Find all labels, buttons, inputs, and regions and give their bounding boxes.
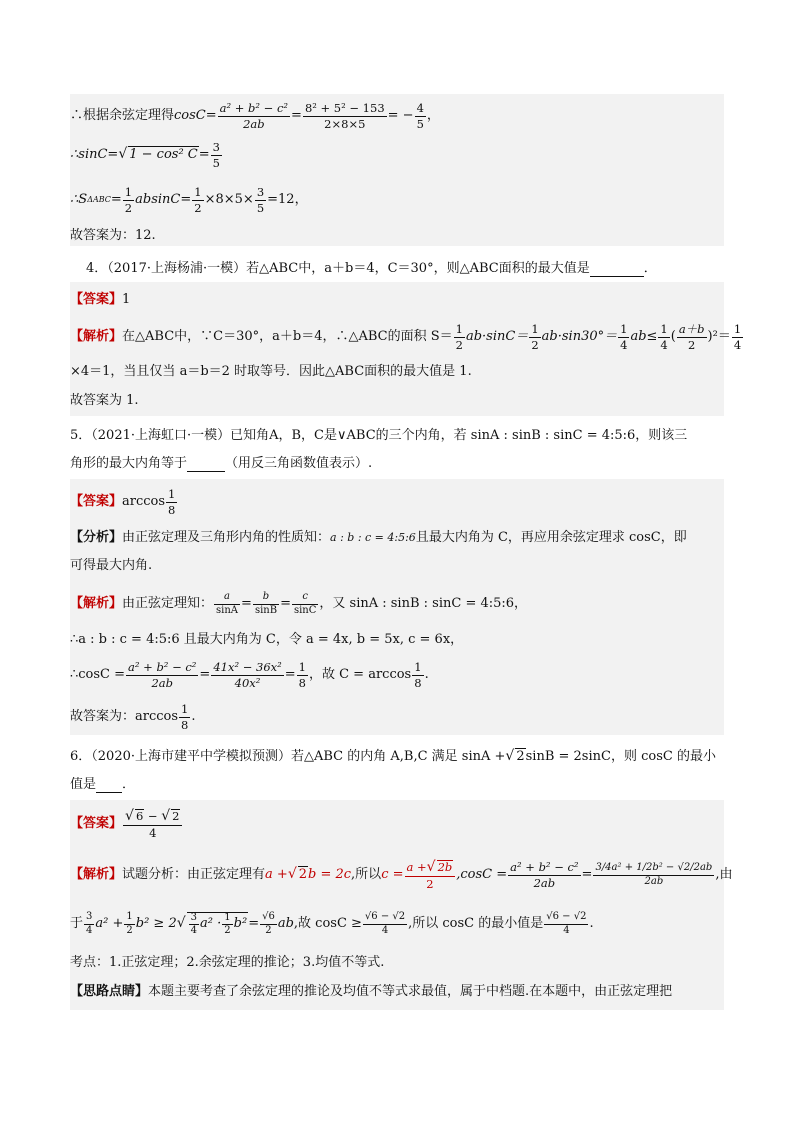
- fraction: $\frac{1}{8}$: [181, 702, 189, 732]
- fraction: $\frac{3}{4}$: [86, 911, 93, 936]
- fraction: $\frac{\text{a² + b² − c²}}{2ab}$: [219, 101, 289, 131]
- radicand: 2: [298, 867, 308, 883]
- math-text: arccos: [122, 493, 166, 509]
- text: 4．（2017·上海杨浦·一模）若△ABC中，a＋b＝4，C＝30°，则△ABC面积的最大值是: [86, 261, 590, 276]
- math-text: a +: [265, 866, 288, 882]
- q5-answer: [70, 484, 724, 520]
- fraction: $\frac{a +√ 2b}{2}$: [405, 860, 456, 890]
- radicand: $\frac{3}{4}$ a² · $\frac{1}{2}$ b²: [187, 912, 249, 937]
- fraction: $\frac{1}{2}$: [124, 185, 133, 215]
- equals: =: [199, 666, 211, 682]
- fraction: $\frac{a+b}{2}$: [678, 322, 705, 352]
- fraction: $\frac{\text{8² + 5² − 153}}{2\times 8\times 5}$: [304, 101, 385, 131]
- equals: =: [241, 595, 252, 611]
- text: 6．（2020·上海市建平中学模拟预测）若△ABC 的内角 A,B,C 满足 sinA +: [70, 749, 506, 764]
- math-text: cosC=: [174, 107, 217, 123]
- text: 角形的最大内角等于: [70, 456, 188, 471]
- text: ,故 cosC ≥: [293, 915, 362, 931]
- question-5-stem-2: [70, 456, 724, 472]
- text: ,所以: [351, 866, 382, 882]
- sin-line: [70, 138, 724, 172]
- text: （用反三角函数值表示）.: [225, 456, 373, 471]
- text: sinB = 2sinC，则 cosC 的最小: [525, 749, 716, 764]
- question-5-stem-1: 5．（2021·上海虹口·一模）已知角A，B，C是∨ABC的三个内角，若 sinA : sinB : sinC = 4:5:6，则该三: [70, 428, 688, 443]
- fraction: $\frac{\text{41x² − 36x²}}{\text{40x²}}$: [213, 660, 282, 690]
- answer-line: 故答案为：12.: [70, 228, 156, 243]
- fraction: $\frac{b}{\sin B}$: [254, 591, 278, 616]
- q6-answer: [70, 806, 724, 842]
- text: ，故 C = arccos: [308, 666, 412, 682]
- text: 值是: [70, 777, 97, 792]
- fraction: $\frac{1}{8}$: [168, 487, 176, 517]
- sqrt-sign: √: [287, 866, 297, 883]
- fraction: $\frac{3}{5}$: [256, 185, 265, 215]
- fraction: $\frac{1}{4}$: [733, 322, 742, 352]
- equals: =: [284, 666, 296, 682]
- q5-analysis-line-2: ∴a : b : c = 4:5:6 且最大内角为 C，令 a = 4x, b = 5x, c = 6x，: [70, 632, 464, 647]
- tip-tag: 【思路点睛】: [70, 984, 149, 999]
- analysis-tag: 【解析】: [70, 866, 123, 882]
- answer-blank: [590, 264, 644, 277]
- text: ．: [122, 777, 136, 792]
- sqrt-sign: √: [118, 146, 128, 163]
- math-text: a : b : c = 4:5:6: [330, 531, 416, 544]
- text: 于: [70, 915, 84, 931]
- fraction: $\frac{√ 6 - √ 2}{4}$: [123, 809, 182, 839]
- math-text: ∴S: [70, 191, 88, 207]
- fraction: $\frac{√6}{2}$: [262, 911, 275, 936]
- answer-blank: [96, 780, 122, 793]
- text: ab≤: [630, 328, 658, 344]
- text: =12，: [267, 191, 308, 207]
- cos-rule-line: [70, 98, 724, 134]
- equals: =: [110, 191, 122, 207]
- q5-hint-line-1: [70, 530, 724, 546]
- analysis-tag: 【解析】: [70, 328, 123, 344]
- q4-analysis-line-1: [70, 318, 742, 356]
- math-text: arccos: [135, 708, 179, 724]
- text: .: [424, 666, 429, 682]
- math-text: ab: [277, 915, 294, 931]
- sqrt-sign: √: [176, 915, 186, 932]
- text: .: [589, 915, 594, 931]
- fraction: $\frac{3}{5}$: [212, 140, 220, 170]
- text: 在△ABC中，∵C＝30°，a＋b＝4，∴△ABC的面积 S＝: [122, 328, 453, 344]
- fraction: $\frac{1}{2}$: [531, 322, 539, 352]
- fraction: $\frac{1}{2}$: [455, 322, 463, 352]
- q5-answer-line: [70, 700, 724, 734]
- hint-tag: 【分析】: [70, 530, 123, 545]
- fraction: $\frac{1}{4}$: [620, 322, 628, 352]
- equals: =: [280, 595, 291, 611]
- answer-blank: [187, 459, 225, 472]
- answer-tag: 【答案】: [70, 493, 123, 509]
- answer-tag: 【答案】: [70, 292, 123, 307]
- math-text: ∴sinC=: [70, 146, 119, 162]
- q5-analysis-line-3: [70, 656, 724, 694]
- q5-hint-line-2: 可得最大内角.: [70, 558, 153, 573]
- math-text: absinC=: [135, 191, 192, 207]
- radicand: 2: [516, 749, 525, 764]
- math-text: ×8×5×: [204, 191, 254, 207]
- text: ,所以 cosC 的最小值是: [408, 915, 544, 931]
- question-6-stem-2: [70, 777, 724, 793]
- text: .: [191, 708, 196, 724]
- q4-answer-line: 故答案为 1.: [70, 393, 139, 408]
- q5-analysis-line-1: [70, 586, 724, 622]
- math-text: c =: [381, 866, 404, 882]
- equals: = −: [387, 107, 414, 123]
- text: ．: [643, 261, 657, 276]
- text: )²＝: [707, 328, 731, 344]
- q6-analysis-line-2: [70, 904, 724, 944]
- text: 试题分析：由正弦定理有: [122, 866, 266, 882]
- fraction: $\frac{\text{a² + b² − c²}}{2ab}$: [510, 860, 579, 890]
- text: ab·sinC＝: [465, 328, 529, 344]
- fraction: $\frac{\text{3/4a² + 1/2b² − √2/2ab}}{2ab}$: [595, 862, 713, 887]
- fraction: $\frac{4}{5}$: [416, 101, 424, 131]
- radicand: 1 − cos² C: [129, 147, 198, 163]
- equals: =: [248, 915, 260, 931]
- text: 由正弦定理及三角形内角的性质知：: [122, 530, 331, 545]
- fraction: $\frac{\text{a² + b² − c²}}{2ab}$: [128, 660, 197, 690]
- text: 且最大内角为 C，再应用余弦定理求 cosC，即: [415, 530, 687, 545]
- math-text: b = 2c: [308, 866, 352, 882]
- fraction: $\frac{1}{8}$: [414, 660, 422, 690]
- fraction: $\frac{1}{4}$: [660, 322, 668, 352]
- fraction: $\frac{a}{\sin A}$: [216, 591, 239, 616]
- answer-value: 1: [122, 292, 131, 307]
- text: 由正弦定理知：: [122, 595, 214, 611]
- q6-knowledge-points: 考点：1.正弦定理；2.余弦定理的推论；3.均值不等式.: [70, 955, 385, 970]
- equals: =: [581, 866, 593, 882]
- fraction: $\frac{√6 - √2}{4}$: [364, 911, 406, 936]
- q4-answer: [70, 292, 724, 308]
- fraction: $\frac{√6 - √2}{4}$: [546, 911, 587, 936]
- q6-analysis-line-1: [70, 852, 733, 898]
- area-line: [70, 183, 724, 217]
- question-4-stem: [86, 261, 740, 277]
- math-text: ,cosC =: [456, 866, 508, 882]
- text: ,由: [715, 866, 733, 882]
- text: ∴根据余弦定理得: [70, 107, 175, 123]
- text: ，又 sinA : sinB : sinC = 4:5:6，: [319, 595, 528, 611]
- math-text: a² +: [95, 915, 124, 931]
- text: (: [670, 328, 676, 344]
- text: ab·sin30°＝: [541, 328, 618, 344]
- text: ∴cosC =: [70, 666, 126, 682]
- question-6-stem-1: [70, 748, 724, 766]
- analysis-tag: 【解析】: [70, 595, 123, 611]
- text: 本题主要考查了余弦定理的推论及均值不等式求最值，属于中档题.在本题中，由正弦定理把: [148, 984, 673, 999]
- text: ，: [426, 107, 440, 123]
- equals: =: [291, 107, 302, 123]
- fraction: $\frac{1}{8}$: [298, 660, 306, 690]
- q4-analysis-line-2: ×4＝1，当且仅当 a＝b＝2 时取等号．因此△ABC面积的最大值是 1.: [70, 364, 472, 379]
- text: 故答案为：: [70, 708, 136, 724]
- fraction: $\frac{c}{\sin C}$: [293, 591, 317, 616]
- fraction: $\frac{1}{2}$: [126, 911, 133, 936]
- subscript: ΔABC: [87, 195, 111, 204]
- equals: =: [198, 146, 210, 162]
- fraction: $\frac{1}{2}$: [194, 185, 202, 215]
- sqrt-sign: √: [505, 748, 515, 764]
- q6-thinking-tip: [70, 984, 724, 1000]
- math-text: b² ≥ 2: [135, 915, 177, 931]
- answer-tag: 【答案】: [70, 815, 123, 831]
